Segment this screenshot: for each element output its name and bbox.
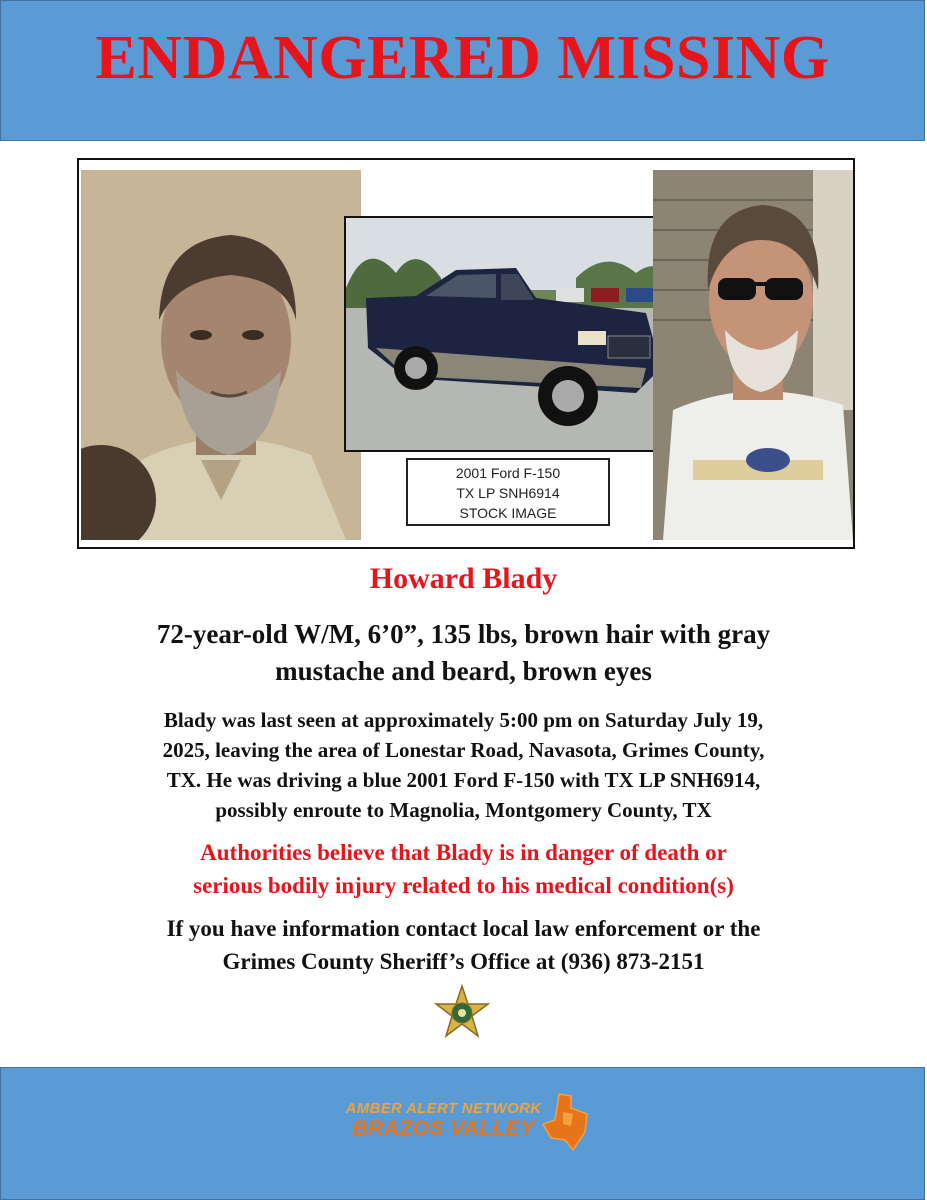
footer-banner xyxy=(0,1067,925,1200)
texas-map-logo-icon xyxy=(541,1092,591,1154)
person-description xyxy=(80,616,847,690)
vehicle-plate: TX LP SNH6914 xyxy=(456,485,560,501)
details-line: TX. He was driving a blue 2001 Ford F-150 with TX LP SNH6914, xyxy=(166,768,761,792)
logo-text-bottom: BRAZOS VALLEY xyxy=(352,1117,535,1140)
person-photo-recent xyxy=(653,170,853,540)
vehicle-photo xyxy=(344,216,672,452)
warning-line: serious bodily injury related to his medical condition(s) xyxy=(193,873,734,898)
danger-warning xyxy=(60,836,867,902)
details-line: 2025, leaving the area of Lonestar Road, Navasota, Grimes County, xyxy=(162,738,765,762)
last-seen-details xyxy=(60,705,867,825)
header-banner xyxy=(0,0,925,141)
contact-line: Grimes County Sheriff’s Office at (936) 873-2151 xyxy=(222,949,705,974)
warning-line: Authorities believe that Blady is in danger of death or xyxy=(200,840,727,865)
contact-line: If you have information contact local law enforcement or the xyxy=(166,916,761,941)
person-photo-old xyxy=(81,170,361,540)
vehicle-model: 2001 Ford F-150 xyxy=(455,465,561,481)
details-line: possibly enroute to Magnolia, Montgomery County, TX xyxy=(215,798,712,822)
details-line: Blady was last seen at approximately 5:00 pm on Saturday July 19, xyxy=(163,708,764,732)
vehicle-stock-note: STOCK IMAGE xyxy=(459,505,557,521)
photo-collage xyxy=(77,158,855,549)
contact-info xyxy=(50,912,877,978)
person-name: Howard Blady xyxy=(369,562,558,595)
amber-alert-logo xyxy=(341,1092,591,1182)
sheriff-star-badge-icon xyxy=(432,984,492,1044)
description-line: 72-year-old W/M, 6’0”, 135 lbs, brown hair with gray xyxy=(156,619,771,649)
description-line: mustache and beard, brown eyes xyxy=(275,656,652,686)
vehicle-caption xyxy=(406,458,610,526)
logo-text-top: AMBER ALERT NETWORK xyxy=(345,1100,542,1117)
page-title: ENDANGERED MISSING xyxy=(95,24,830,92)
